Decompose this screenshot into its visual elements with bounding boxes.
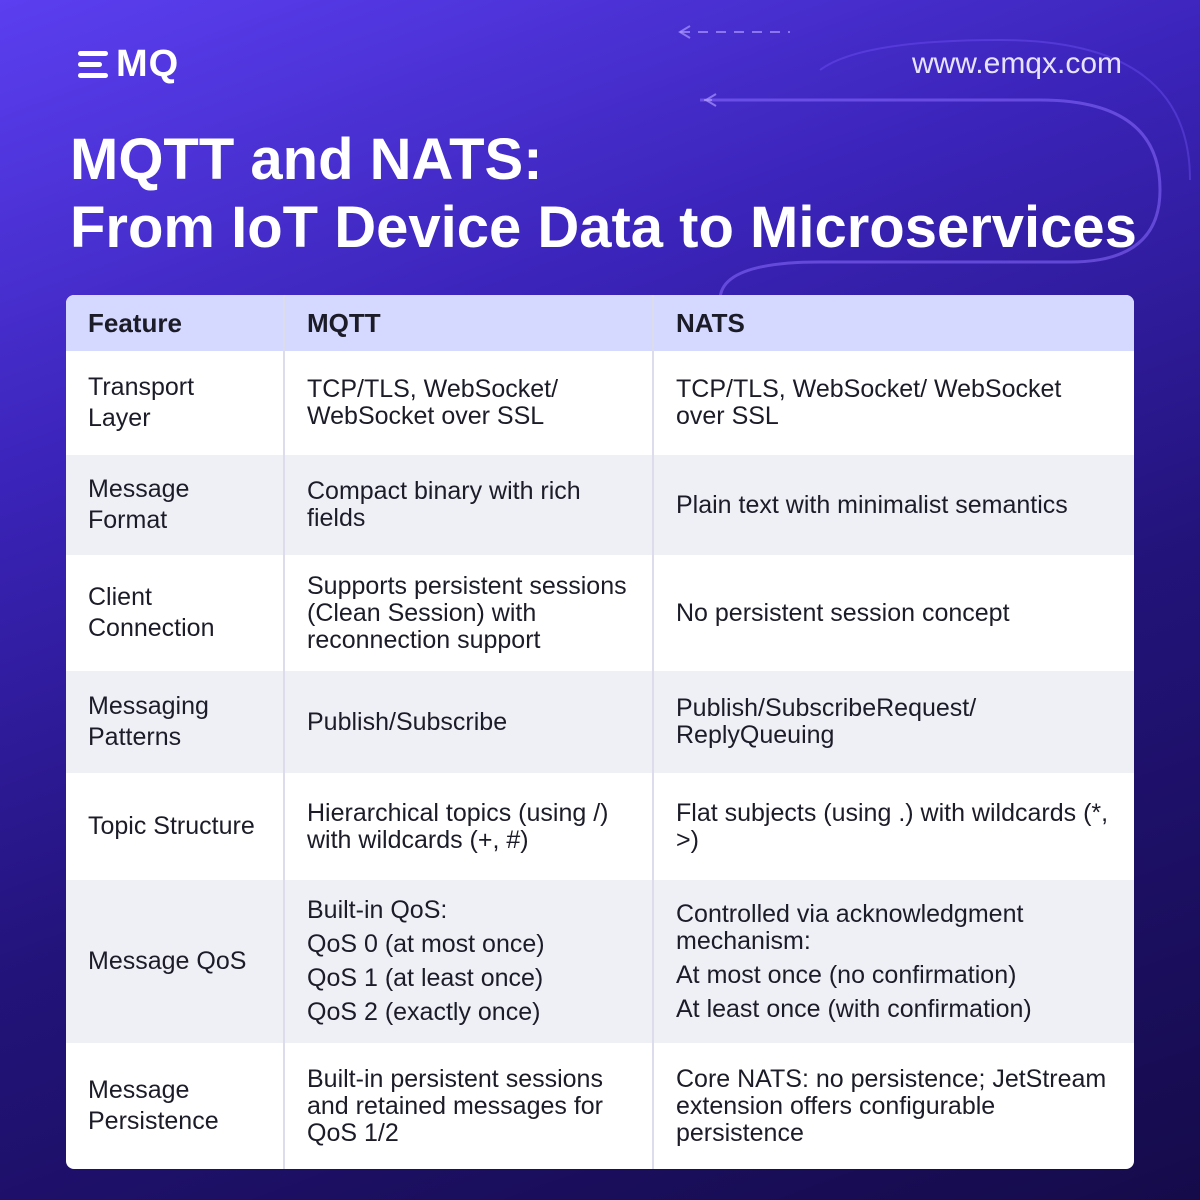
nats-qos-line: Controlled via acknowledgment mechanism: [676,899,1024,955]
feature-cell: Messaging Patterns [66,671,285,773]
table-row [66,671,1134,773]
mqtt-qos-line: QoS 0 (at most once) [307,930,545,958]
table-row [66,1043,1134,1169]
nats-qos-line: At least once (with confirmation) [676,994,1032,1023]
header-feature: Feature [66,295,285,351]
table-header-row [66,295,1134,351]
mqtt-qos-line: QoS 1 (at least once) [307,964,544,992]
nats-cell: Flat subjects (using .) with wildcards (*, >) [676,798,1109,854]
logo-mark-icon [78,51,108,78]
table-row [66,351,1134,455]
nats-cell [654,880,1134,1043]
mqtt-cell: Hierarchical topics (using /) with wildcards (+, #) [285,773,654,880]
table-row [66,773,1134,880]
page-title [70,126,1150,262]
nats-cell: No persistent session concept [676,598,1010,627]
title-line-2: From IoT Device Data to Microservices [70,195,1137,260]
mqtt-qos-line: QoS 2 (exactly once) [307,998,541,1026]
header-nats: NATS [676,307,745,338]
feature-cell: Transport Layer [66,351,285,455]
feature-cell: Message QoS [66,880,285,1043]
emq-logo [78,44,179,84]
mqtt-cell [285,880,654,1043]
mqtt-cell: TCP/TLS, WebSocket/ WebSocket over SSL [285,351,654,455]
nats-cell: Core NATS: no persistence; JetStream extension offers configurable persistence [676,1064,1107,1147]
mqtt-cell: Built-in persistent sessions and retained messages for QoS 1/2 [285,1043,654,1169]
table-row [66,880,1134,1043]
feature-cell: Client Connection [66,555,285,671]
mqtt-cell: Compact binary with rich fields [285,455,654,555]
mqtt-qos-line: Built-in QoS: [307,896,448,924]
mqtt-cell: Publish/Subscribe [285,671,654,773]
feature-cell: Message Persistence [66,1043,285,1169]
table-row [66,455,1134,555]
logo-text: MQ [116,43,180,85]
nats-qos-line: At most once (no confirmation) [676,960,1017,989]
website-url: www.emqx.com [911,47,1122,80]
nats-cell: TCP/TLS, WebSocket/ WebSocket over SSL [676,375,1062,430]
table-row [66,555,1134,671]
title-line-1: MQTT and NATS: [70,127,543,192]
feature-cell: Topic Structure [66,773,285,880]
nats-cell: Publish/SubscribeRequest/ ReplyQueuing [676,694,977,749]
comparison-table [66,295,1134,1169]
nats-cell: Plain text with minimalist semantics [676,490,1068,519]
header-mqtt: MQTT [285,295,654,351]
mqtt-cell: Supports persistent sessions (Clean Session) with reconnection support [285,555,654,671]
feature-cell: Message Format [66,455,285,555]
